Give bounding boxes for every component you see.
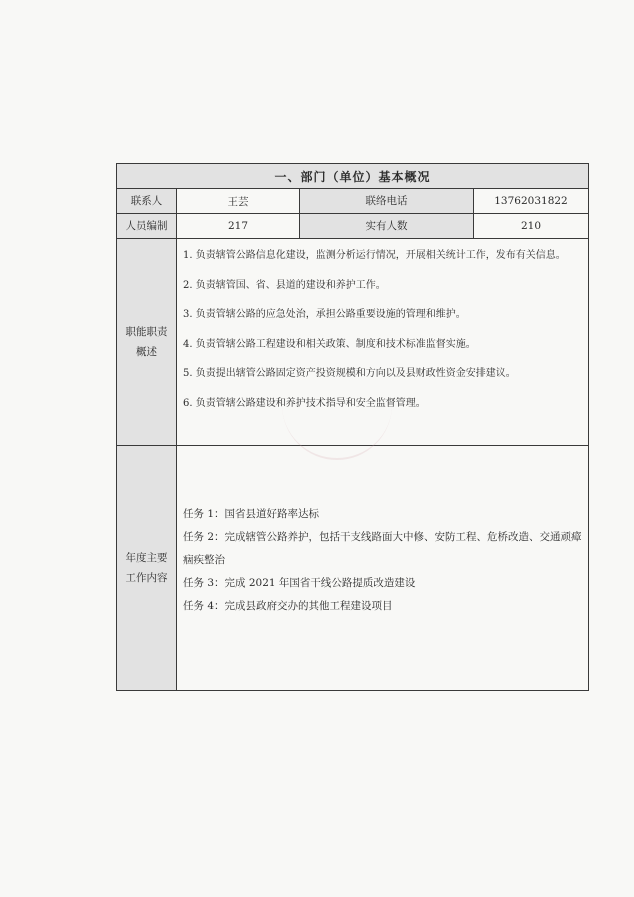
duty-item: 2. 负责辖管国、省、县道的建设和养护工作。: [183, 279, 386, 291]
duty-item: 4. 负责管辖公路工程建设和相关政策、制度和技术标准监督实施。: [183, 338, 476, 350]
actual-staff-value: 210: [474, 214, 589, 239]
title-row: [117, 164, 589, 189]
staffing-row: [117, 214, 589, 239]
duty-item: 5. 负责提出辖管公路固定资产投资规模和方向以及县财政性资金安排建议。: [183, 368, 516, 379]
contact-label: 联系人: [117, 189, 177, 214]
duties-label: 职能职责概述: [117, 239, 177, 446]
task-item: 任务 2：完成辖管公路养护，包括干支线路面大中修、安防工程、危桥改造、交通顽瘴痼疾整治: [183, 531, 582, 566]
contact-value: 王芸: [177, 189, 300, 214]
task-item: 任务 4：完成县政府交办的其他工程建设项目: [183, 600, 393, 612]
task-item: 任务 1：国省县道好路率达标: [183, 508, 320, 520]
actual-staff-label: 实有人数: [300, 214, 474, 239]
phone-label: 联络电话: [300, 189, 474, 214]
annual-work-content: [177, 446, 589, 691]
duty-item: 3. 负责管辖公路的应急处治，承担公路重要设施的管理和维护。: [183, 309, 466, 320]
staffing-value: 217: [177, 214, 300, 239]
annual-work-label: 年度主要工作内容: [117, 446, 177, 691]
duty-item: 1. 负责辖管公路信息化建设，监测分析运行情况，开展相关统计工作，发布有关信息。: [183, 250, 566, 261]
task-item: 任务 3：完成 2021 年国省干线公路提质改造建设: [183, 577, 416, 589]
contact-row: [117, 189, 589, 214]
phone-value: 13762031822: [474, 189, 589, 214]
staffing-label: 人员编制: [117, 214, 177, 239]
duty-item: 6. 负责管辖公路建设和养护技术指导和安全监督管理。: [183, 397, 426, 409]
task-list: [183, 503, 582, 618]
annual-work-row: [117, 446, 589, 691]
section-title: 一、部门（单位）基本概况: [117, 164, 589, 189]
